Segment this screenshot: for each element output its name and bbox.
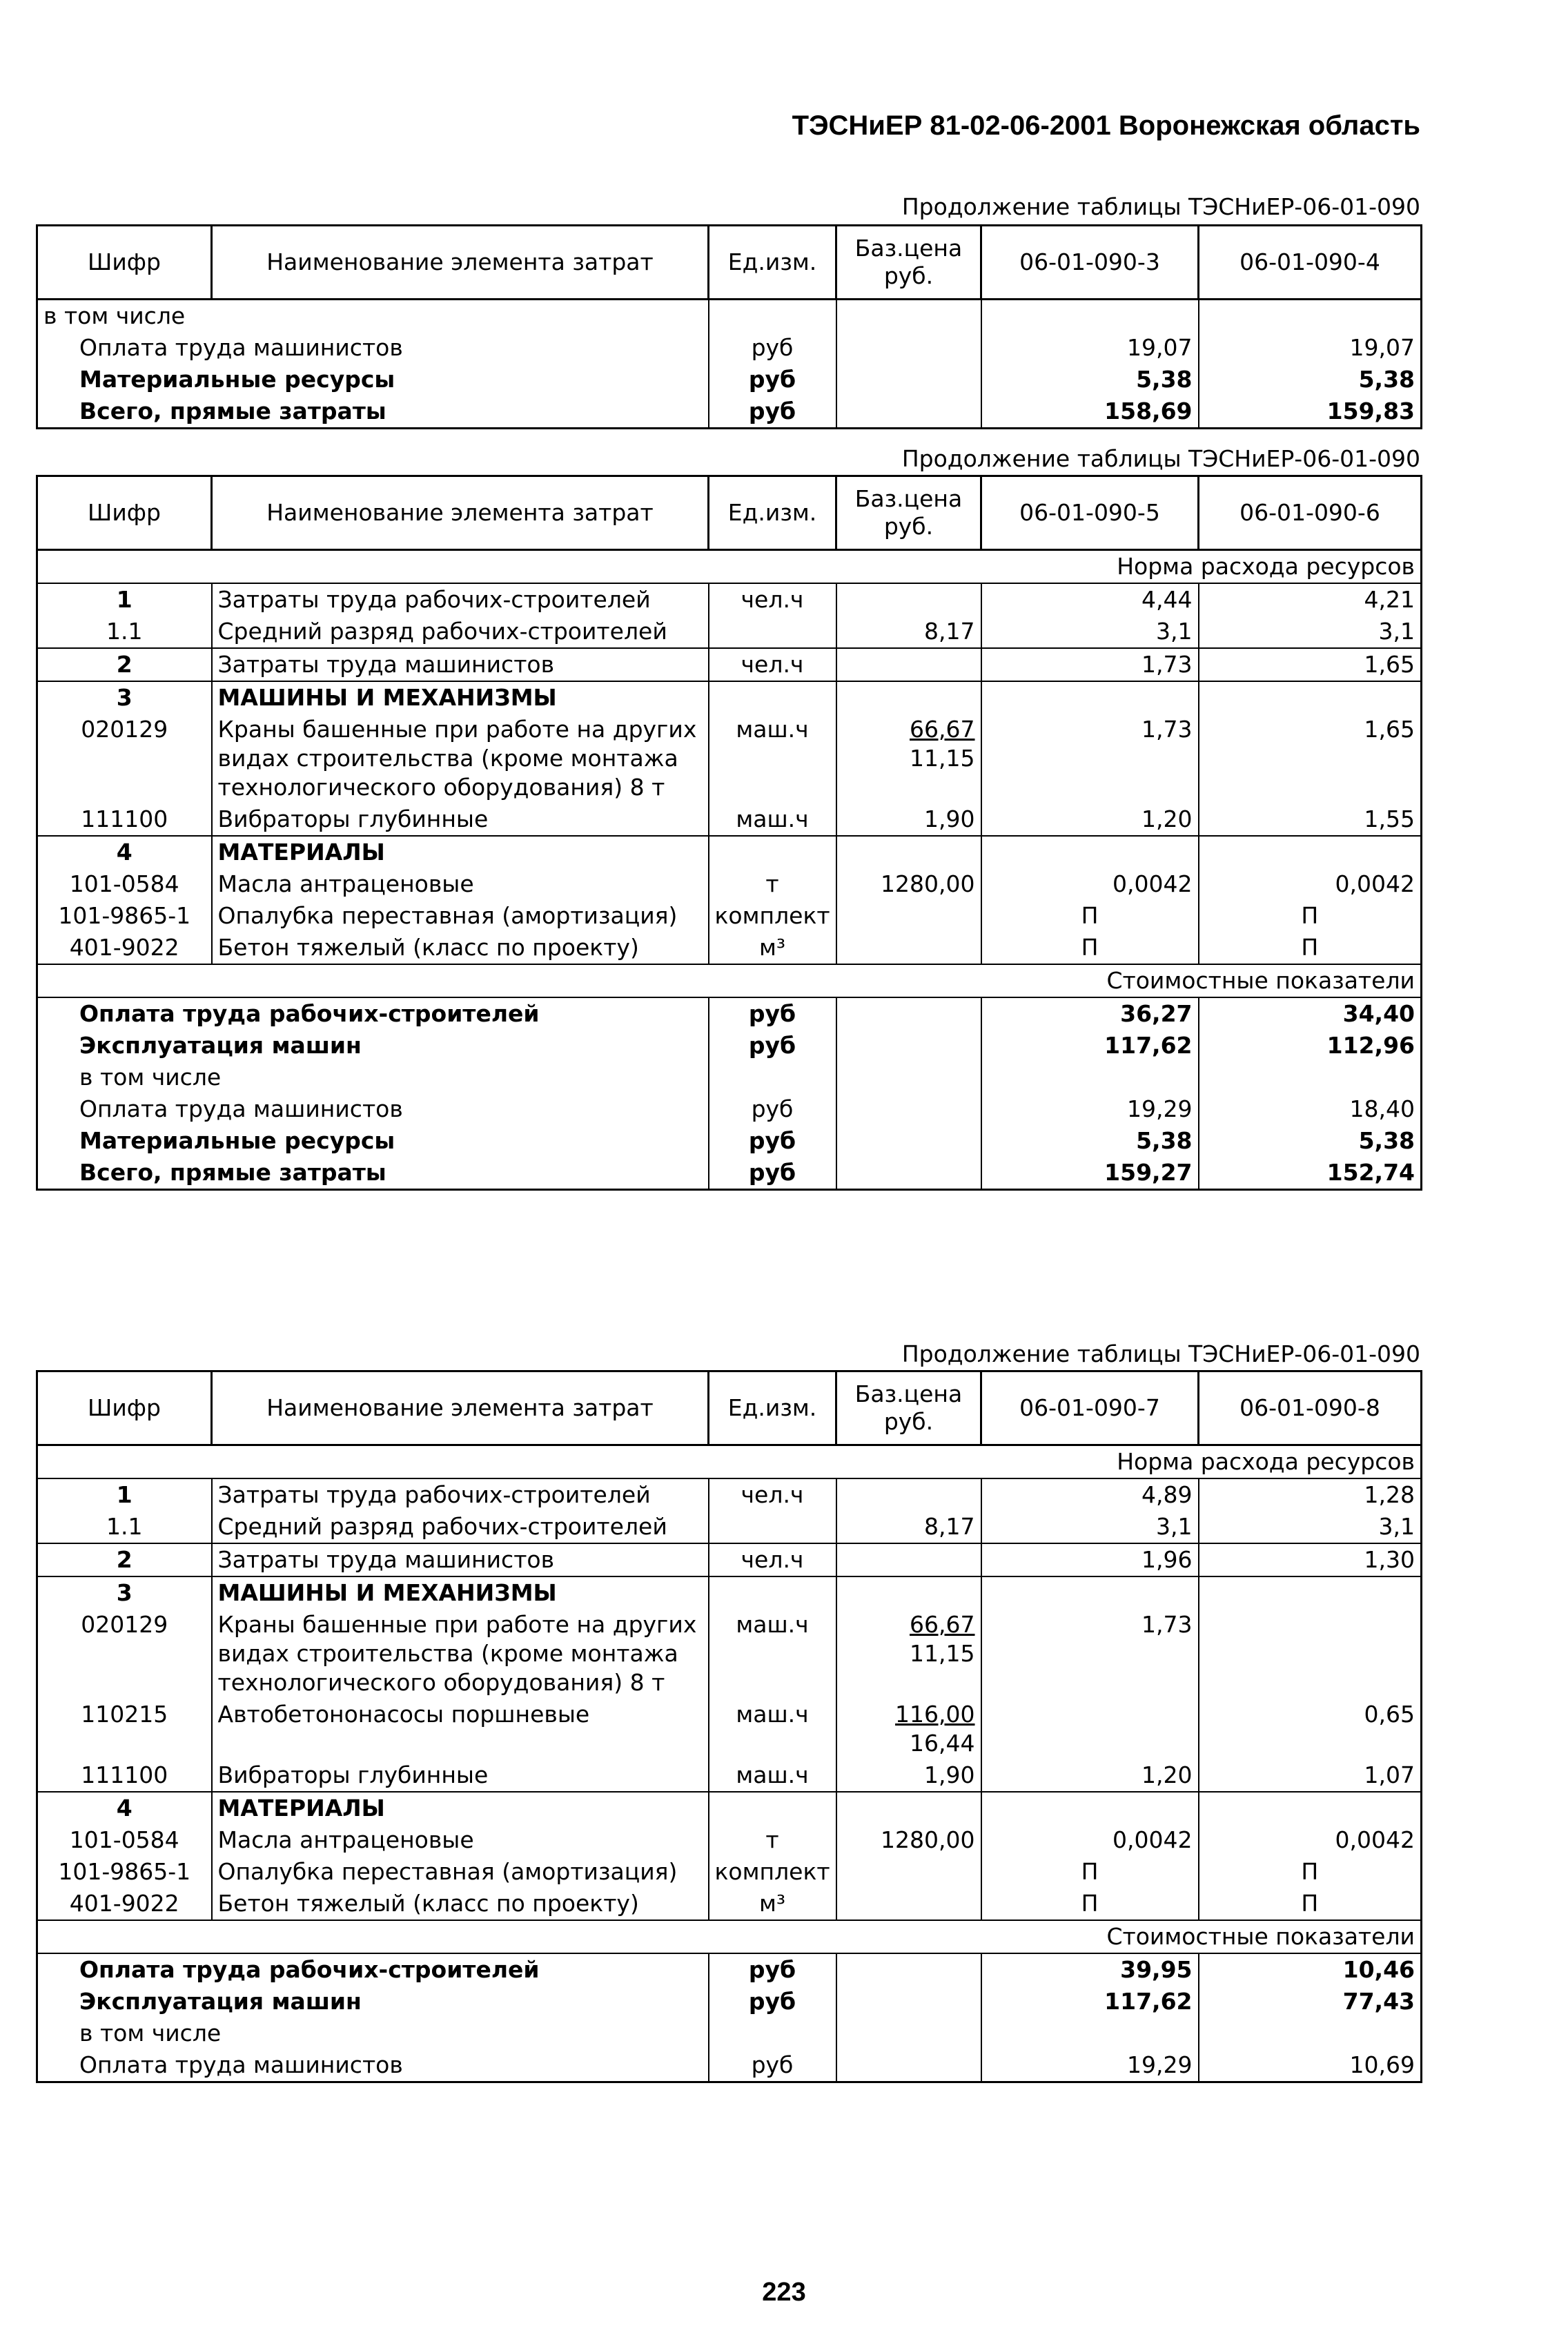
header-unit: Ед.изм. xyxy=(709,226,836,300)
section-materials: 4 МАТЕРИАЛЫ xyxy=(37,836,1422,868)
table-row: Оплата труда машинистов руб 19,07 19,07 xyxy=(37,332,1422,364)
table-row: Материальные ресурсы руб 5,38 5,38 xyxy=(37,364,1422,395)
section-machines: 3 МАШИНЫ И МЕХАНИЗМЫ xyxy=(37,681,1422,714)
header-code: Шифр xyxy=(37,476,212,550)
table-row: 101-9865-1 Опалубка переставная (амортизация) комплект П П xyxy=(37,1856,1422,1888)
header-price: Баз.цена руб. xyxy=(836,1371,981,1445)
header-name: Наименование элемента затрат xyxy=(212,476,709,550)
table-row: Оплата труда машинистов руб 19,29 18,40 xyxy=(37,1093,1422,1125)
table-row: Эксплуатация машин руб 117,62 112,96 xyxy=(37,1030,1422,1062)
header-col-a: 06-01-090-5 xyxy=(981,476,1199,550)
header-name: Наименование элемента затрат xyxy=(212,226,709,300)
table-row: 101-0584 Масла антраценовые т 1280,00 0,0042 0,0042 xyxy=(37,868,1422,900)
table-row: 020129 Краны башенные при работе на других видах строительства (кроме монтажа технологического оборудования) 8 т маш.ч 66,67 11,15 1,73 1,65 xyxy=(37,714,1422,803)
table-row: Всего, прямые затраты руб 158,69 159,83 xyxy=(37,395,1422,429)
header-col-a: 06-01-090-3 xyxy=(981,226,1199,300)
table-row: 111100 Вибраторы глубинные маш.ч 1,90 1,20 1,55 xyxy=(37,803,1422,836)
table-row: Всего, прямые затраты руб 159,27 152,74 xyxy=(37,1157,1422,1190)
page-number: 223 xyxy=(762,2278,806,2307)
header-name: Наименование элемента затрат xyxy=(212,1371,709,1445)
table-row: в том числе xyxy=(37,300,1422,333)
table-row: Эксплуатация машин руб 117,62 77,43 xyxy=(37,1986,1422,2018)
header-price: Баз.цена руб. xyxy=(836,226,981,300)
table-row: Материальные ресурсы руб 5,38 5,38 xyxy=(37,1125,1422,1157)
table-row: 401-9022 Бетон тяжелый (класс по проекту) м³ П П xyxy=(37,932,1422,964)
table-row: 2 Затраты труда машинистов чел.ч 1,73 1,65 xyxy=(37,648,1422,681)
header-col-a: 06-01-090-7 xyxy=(981,1371,1199,1445)
table-row: Оплата труда рабочих-строителей руб 39,95 10,46 xyxy=(37,1953,1422,1986)
resource-table-2 xyxy=(36,475,1422,1191)
table-row: 101-0584 Масла антраценовые т 1280,00 0,0042 0,0042 xyxy=(37,1824,1422,1856)
header-price: Баз.цена руб. xyxy=(836,476,981,550)
table-row: 401-9022 Бетон тяжелый (класс по проекту) м³ П П xyxy=(37,1888,1422,1920)
table-row: Оплата труда машинистов руб 19,29 10,69 xyxy=(37,2049,1422,2082)
resource-table-1 xyxy=(36,224,1422,429)
table-row: в том числе xyxy=(37,1062,1422,1093)
resource-table-3 xyxy=(36,1370,1422,2083)
continuation-caption: Продолжение таблицы ТЭСНиЕР-06-01-090 xyxy=(901,1340,1420,1367)
continuation-caption: Продолжение таблицы ТЭСНиЕР-06-01-090 xyxy=(901,193,1420,220)
header-unit: Ед.изм. xyxy=(709,476,836,550)
continuation-caption: Продолжение таблицы ТЭСНиЕР-06-01-090 xyxy=(901,445,1420,472)
table-row: в том числе xyxy=(37,2018,1422,2049)
section-materials: 4 МАТЕРИАЛЫ xyxy=(37,1792,1422,1824)
header-code: Шифр xyxy=(37,226,212,300)
header-code: Шифр xyxy=(37,1371,212,1445)
section-norm: Норма расхода ресурсов xyxy=(37,1445,1422,1479)
table-row: 020129 Краны башенные при работе на других видах строительства (кроме монтажа технологического оборудования) 8 т маш.ч 66,67 11,15 1,73 xyxy=(37,1609,1422,1699)
table-row: 110215 Автобетононасосы поршневые маш.ч 116,00 16,44 0,65 xyxy=(37,1699,1422,1759)
header-col-b: 06-01-090-4 xyxy=(1199,226,1422,300)
section-cost: Стоимостные показатели xyxy=(37,964,1422,997)
table-row: 1 Затраты труда рабочих-строителей чел.ч 4,44 4,21 xyxy=(37,583,1422,616)
header-col-b: 06-01-090-8 xyxy=(1199,1371,1422,1445)
table-row: 1 Затраты труда рабочих-строителей чел.ч 4,89 1,28 xyxy=(37,1478,1422,1511)
header-unit: Ед.изм. xyxy=(709,1371,836,1445)
table-row: 2 Затраты труда машинистов чел.ч 1,96 1,30 xyxy=(37,1543,1422,1576)
header-col-b: 06-01-090-6 xyxy=(1199,476,1422,550)
table-row: 1.1 Средний разряд рабочих-строителей 8,17 3,1 3,1 xyxy=(37,616,1422,648)
table-row: 111100 Вибраторы глубинные маш.ч 1,90 1,20 1,07 xyxy=(37,1759,1422,1792)
section-cost: Стоимостные показатели xyxy=(37,1920,1422,1953)
table-row: 101-9865-1 Опалубка переставная (амортизация) комплект П П xyxy=(37,900,1422,932)
section-machines: 3 МАШИНЫ И МЕХАНИЗМЫ xyxy=(37,1576,1422,1609)
table-row: 1.1 Средний разряд рабочих-строителей 8,17 3,1 3,1 xyxy=(37,1511,1422,1543)
document-header: ТЭСНиЕР 81-02-06-2001 Воронежская область xyxy=(792,110,1420,141)
table-row: Оплата труда рабочих-строителей руб 36,27 34,40 xyxy=(37,997,1422,1030)
section-norm: Норма расхода ресурсов xyxy=(37,550,1422,584)
